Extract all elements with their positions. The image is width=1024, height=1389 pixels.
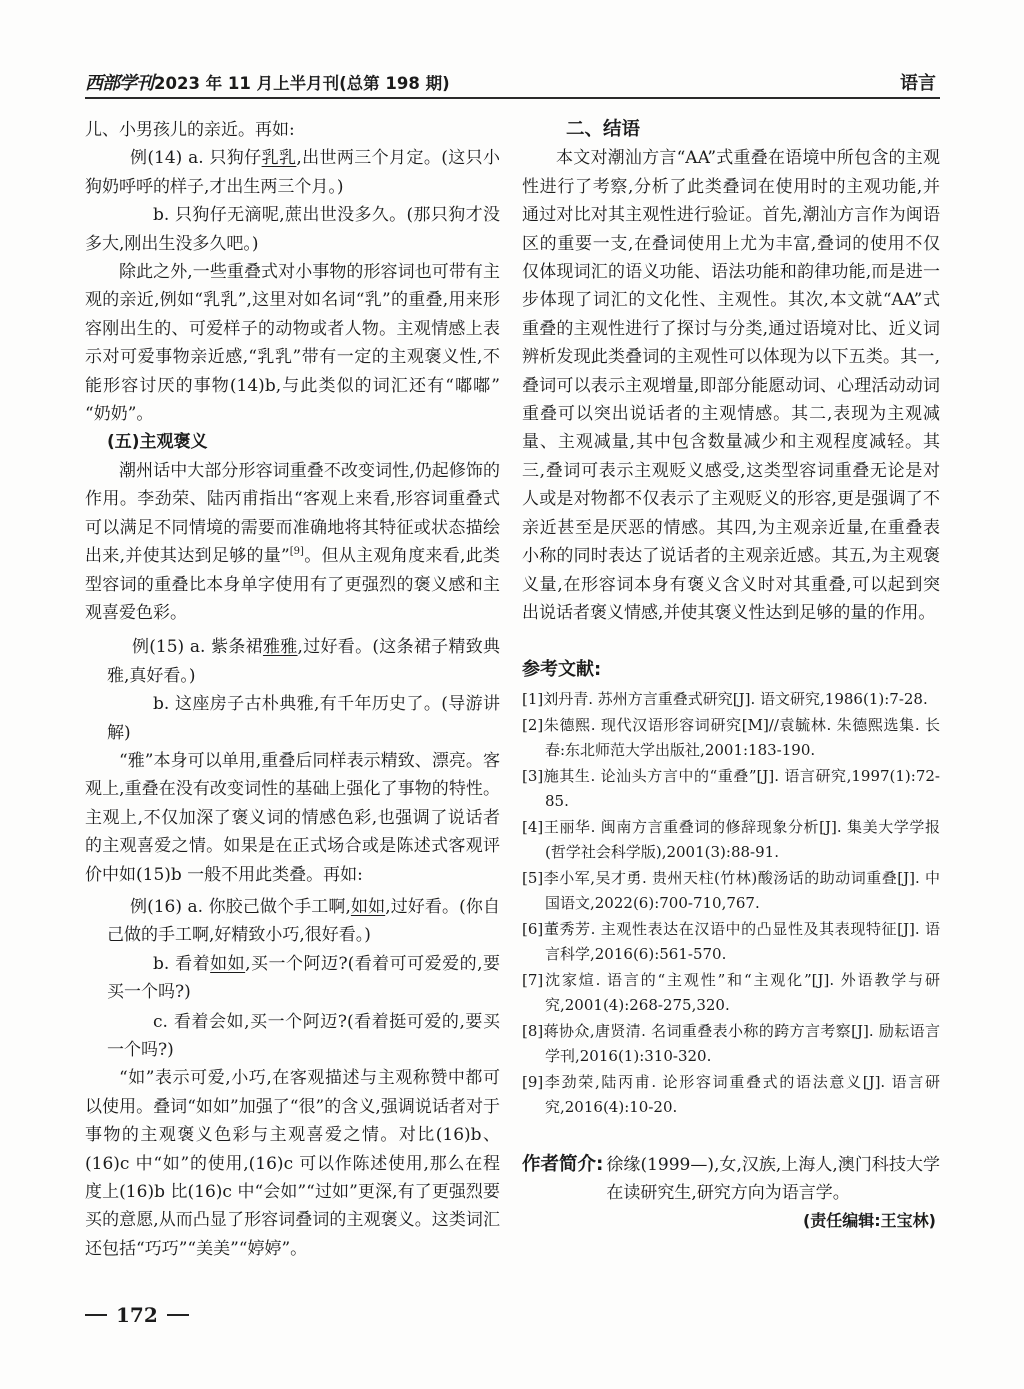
example-underlined-word: 如如: [350, 896, 386, 917]
example-underlined-word: 雅雅: [262, 637, 298, 658]
section-heading: (五)主观褒义: [107, 432, 208, 453]
reference-item: [5]李小军,吴才勇. 贵州天柱(竹林)酸汤话的助动词重叠[J]. 中国语文,2022(6):700-710,767.: [522, 868, 940, 913]
running-header: [85, 69, 940, 95]
body-paragraph: “雅”本身可以单用,重叠后同样表示精致、漂亮。客观上,重叠在没有改变词性的基础上强化了事物的特性。主观上,不仅加深了褒义词的情感色彩,也强调了说话者的主观喜爱之情。如果是在正式场合或是陈述式客观评价中如(15)b 一般不用此类叠。再如:: [85, 750, 500, 885]
example-15a: [85, 633, 500, 690]
footer-dash: [85, 1314, 107, 1315]
references-heading: 参考文献:: [522, 659, 602, 681]
citation-marker: [9]: [289, 546, 304, 558]
reference-item: [3]施其生. 论汕头方言中的“重叠”[J]. 语言研究,1997(1):72-85.: [522, 766, 940, 811]
example-underlined-word: 乳乳: [261, 148, 297, 169]
continued-paragraph: 儿、小男孩儿的亲近。再如:: [85, 120, 295, 140]
page-footer: [85, 1301, 189, 1329]
paragraph-text: 潮州话中大部分形容词重叠不改变词性,仍起修饰的作用。李劲荣、陆丙甫指出“客观上来看,形容词重叠式可以满足不同情境的需要而准确地将其特征或状态描绘出来,并使其达到足够的量”: [85, 460, 500, 567]
example-text: ,过好看。(这条裙子精致典雅,真好看。): [107, 637, 500, 686]
example-text: 例(14) a. 只狗仔: [130, 148, 262, 169]
reference-item: [4]王丽华. 闽南方言重叠词的修辞现象分析[J]. 集美大学学报(哲学社会科学版),2001(3):88-91.: [522, 817, 940, 862]
example-text: 例(15) a. 紫条裙: [132, 637, 263, 658]
journal-logo: 西部学刊: [85, 73, 153, 94]
example-text: ,出世两三个月定。(这只小狗奶呼呼的样子,才出生两三个月。): [85, 148, 500, 197]
author-bio: 徐缘(1999—),女,汉族,上海人,澳门科技大学在读研究生,研究方向为语言学。: [606, 1155, 940, 1204]
example-underlined-word: 如如: [210, 953, 246, 974]
conclusion-heading: 二、结语: [566, 119, 641, 140]
example-16c: c. 看着会如,买一个阿迈?(看着挺可爱的,要买一个吗?): [107, 1011, 500, 1060]
footer-dash: [167, 1314, 189, 1315]
example-15b: b. 这座房子古朴典雅,有千年历史了。(导游讲解): [107, 694, 500, 743]
author-info: [522, 1151, 940, 1207]
reference-item: [1]刘丹青. 苏州方言重叠式研究[J]. 语文研究,1986(1):7-28.: [522, 690, 928, 709]
right-column: [522, 116, 940, 1306]
paragraph-text: 。但从主观角度来看,此类型容词的重叠比本身单字使用有了更强烈的褒义感和主观喜爱色彩。: [85, 546, 500, 623]
header-rule: [85, 97, 940, 99]
example-text: 例(16) a. 你胶己做个手工啊,: [130, 896, 351, 917]
example-14b: b. 只狗仔无滴呢,蔗出世没多久。(那只狗才没多大,刚出生没多久吧。): [85, 205, 500, 254]
reference-item: [8]蒋协众,唐贤清. 名词重叠表小称的跨方言考察[J]. 励耘语言学刊,2016(1):310-320.: [522, 1021, 940, 1066]
example-16a: [85, 893, 500, 950]
conclusion-paragraph: 本文对潮汕方言“AA”式重叠在语境中所包含的主观性进行了考察,分析了此类叠词在使用时的主观功能,并通过对比对其主观性进行验证。首先,潮汕方言作为闽语区的重要一支,在叠词使用上尤为丰富,叠词的使用不仅仅体现词汇的语义功能、语法功能和韵律功能,而是进一步体现了词汇的文化性、主观性。其次,本文就“AA”式重叠的主观性进行了探讨与分类,通过语境对比、近义词辨析发现此类叠词的主观性可以体现为以下五类。其一,叠词可以表示主观增量,即部分能愿动词、心理活动动词重叠可以突出说话者的主观情感。其二,表现为主观减量、主观减量,其中包含数量减少和主观程度减轻。其三,叠词可表示主观贬义感受,这类型容词重叠无论是对人或是对物都不仅表示了主观贬义的形容,更是强调了不亲近甚至是厌恶的情感。其四,为主观亲近量,在重叠表小称的同时表达了说话者的主观亲近感。其五,为主观褒义量,在形容词本身有褒义含义时对其重叠,可以起到突出说话者褒义情感,并使其褒义性达到足够的量的作用。: [522, 148, 940, 623]
page-number: 172: [116, 1303, 158, 1327]
issue-info: 2023 年 11 月上半月刊(总第 198 期): [154, 74, 450, 93]
reference-item: [2]朱德熙. 现代汉语形容词研究[M]//袁毓林. 朱德熙选集. 长春:东北师范大学出版社,2001:183-190.: [522, 715, 940, 760]
example-14a: [85, 144, 500, 201]
example-text: ,买一个阿迈?(看着可可爱爱的,要买一个吗?): [107, 953, 500, 1003]
section-name: 语言: [900, 73, 936, 94]
reference-item: [7]沈家煊. 语言的“主观性”和“主观化”[J]. 外语教学与研究,2001(4):268-275,320.: [522, 970, 940, 1015]
body-paragraph: [85, 457, 500, 627]
reference-item: [6]董秀芳. 主观性表达在汉语中的凸显性及其表现特征[J]. 语言科学,2016(6):561-570.: [522, 919, 940, 964]
author-label: 作者简介:: [522, 1154, 604, 1176]
body-paragraph: 除此之外,一些重叠式对小事物的形容词也可带有主观的亲近,例如“乳乳”,这里对如名词“乳”的重叠,用来形容刚出生的、可爱样子的动物或者人物。主观情感上表示对可爱事物亲近感,“乳乳”带有一定的主观褒义性,不能形容讨厌的事物(14)b,与此类似的词汇还有“嘟嘟”“奶奶”。: [85, 262, 500, 425]
responsible-editor: (责任编辑:王宝林): [802, 1211, 936, 1231]
example-16b: [85, 950, 500, 1007]
example-text: b. 看着: [153, 953, 211, 974]
body-paragraph: “如”表示可爱,小巧,在客观描述与主观称赞中都可以使用。叠词“如如”加强了“很”的含义,强调说话者对于事物的主观褒义色彩与主观喜爱之情。对比(16)b、(16)c 中“如”的使用,(16)c 可以作陈述使用,那么在程度上(16)b 比(16)c 中“会如”“过如”更深,有了更强烈要买的意愿,从而凸显了形容词叠词的主观褒义。这类词汇还包括“巧巧”“美美”“婷婷”。: [85, 1068, 500, 1259]
left-column: [85, 116, 500, 1306]
example-text: ,过好看。(你自己做的手工啊,好精致小巧,很好看。): [107, 896, 500, 946]
reference-item: [9]李劲荣,陆丙甫. 论形容词重叠式的语法意义[J]. 语言研究,2016(4):10-20.: [522, 1072, 940, 1117]
